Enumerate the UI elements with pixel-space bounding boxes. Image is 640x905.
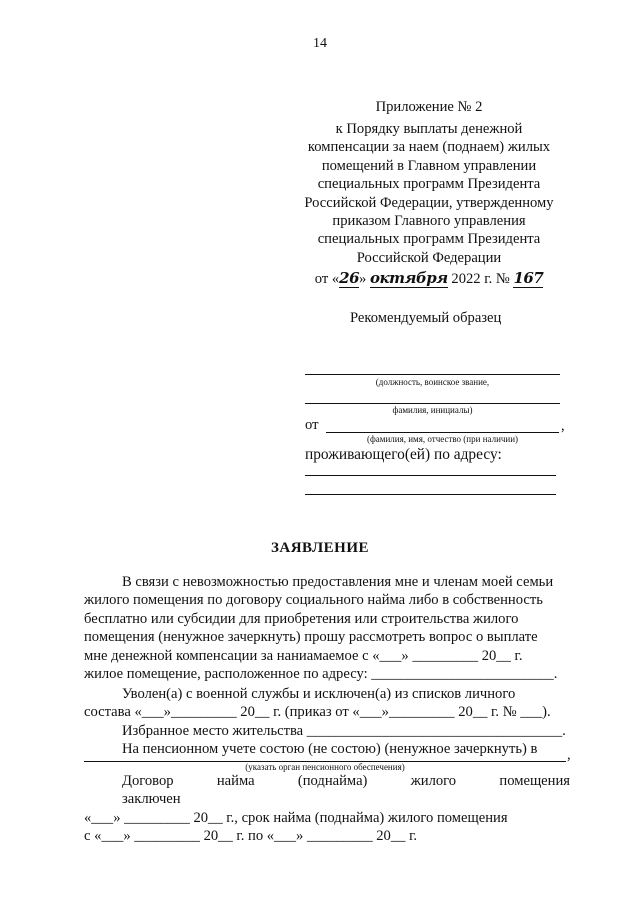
body-line: В связи с невозможностью предоставления мне и членам моей семьи [122, 574, 554, 590]
appendix-line: помещений в Главном управлении [321, 157, 537, 174]
address-label: проживающего(ей) по адресу: [305, 446, 502, 463]
appendix-line: специальных программ Президента [317, 176, 541, 193]
position-caption: (должность, воинское звание, [375, 377, 490, 387]
handwritten-month: октября [370, 269, 448, 288]
handwritten-order-number: 167 [513, 269, 544, 288]
appendix-line: компенсации за наем (поднаем) жилых [307, 139, 551, 156]
from-label: от [305, 417, 319, 433]
body-line: «___» _________ 20__ г., срок найма (поднайма) жилого помещения [84, 809, 508, 826]
appendix-line: приказом Главного управления [332, 213, 526, 230]
fullname-caption: (фамилия, имя, отчество (при наличии) [366, 434, 519, 444]
address-line-1 [305, 475, 556, 476]
page-number: 14 [313, 36, 327, 51]
from-line [326, 432, 559, 433]
appendix-line: Российской Федерации, утвержденному [304, 194, 554, 211]
body-line: жилого помещения по договору социального найма либо в собственность [84, 592, 543, 609]
appendix-text [292, 120, 566, 289]
pension-caption: (указать орган пенсионного обеспечения) [245, 762, 405, 772]
body-line: состава «___»_________ 20__ г. (приказ от «___»_________ 20__ г. № ___). [84, 704, 551, 721]
appendix-line: специальных программ Президента [317, 231, 541, 248]
name-caption: фамилия, инициалы) [392, 405, 473, 415]
order-date-line: от «26» октября 2022 г. № 167 [314, 269, 544, 288]
pension-comma: , [567, 747, 571, 763]
sample-label: Рекомендуемый образец [350, 310, 502, 326]
body-line: На пенсионном учете состою (не состою) (ненужное зачеркнуть) в [122, 741, 538, 758]
body-line: жилое помещение, расположенное по адресу: _________________________. [84, 666, 558, 683]
appendix-title: Приложение № 2 [375, 99, 483, 115]
body-line: мне денежной компенсации за наниамаемое с «___» _________ 20__ г. [84, 647, 523, 664]
body-line: с «___» _________ 20__ г. по «___» _________ 20__ г. [84, 828, 418, 845]
document-title: ЗАЯВЛЕНИЕ [270, 540, 370, 556]
appendix-line: Российской Федерации [356, 249, 502, 266]
body-line: бесплатно или субсидии для приобретения или строительства жилого [84, 610, 519, 627]
appendix-line: к Порядку выплаты денежной [335, 121, 523, 137]
handwritten-day: 26 [339, 269, 360, 288]
body-line: Уволен(а) с военной службы и исключен(а) из списков личного [122, 686, 516, 702]
from-comma: , [561, 418, 565, 434]
body-line: помещения (ненужное зачеркнуть) прошу рассмотреть вопрос о выплате [84, 629, 538, 646]
paragraph-discharge [84, 685, 570, 759]
body-line: Избранное место жительства ___________________________________. [122, 722, 566, 739]
body-line: Договор найма (поднайма) жилого помещения заключен [122, 773, 570, 808]
position-line [305, 374, 560, 375]
paragraph-request [84, 573, 570, 683]
paragraph-contract [84, 772, 570, 846]
name-line [305, 403, 560, 404]
address-line-2 [305, 494, 556, 495]
